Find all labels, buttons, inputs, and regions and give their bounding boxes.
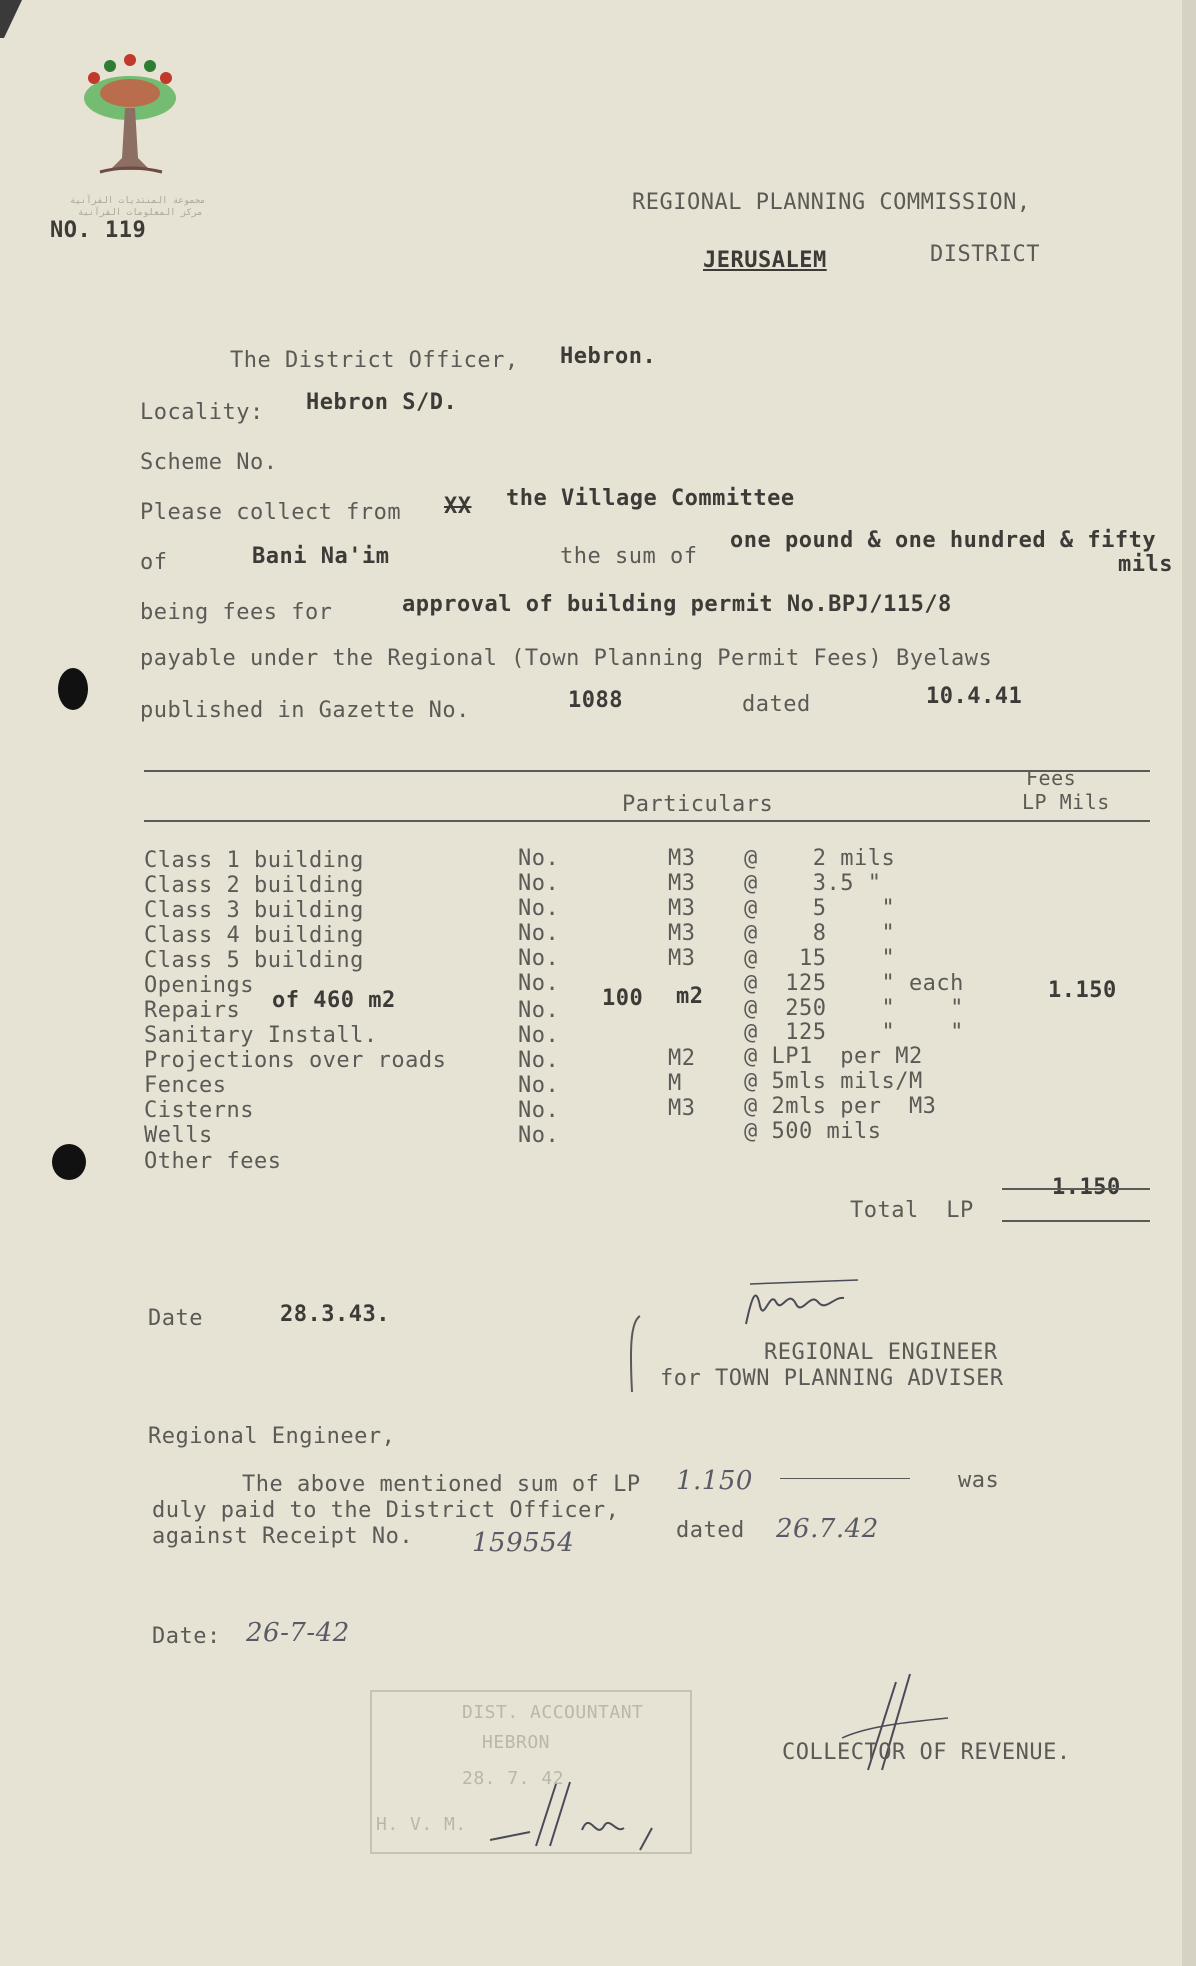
fees-label: being fees for bbox=[140, 600, 333, 625]
gazette-value: 1088 bbox=[568, 688, 623, 713]
row-no: No. bbox=[518, 846, 560, 871]
fees-header: Fees bbox=[1026, 766, 1077, 790]
dated-label: dated bbox=[742, 692, 811, 717]
payable-text: payable under the Regional (Town Planning Permit Fees) Byelaws bbox=[140, 646, 993, 671]
row-no: No. bbox=[518, 1073, 560, 1098]
row-rate: @ 500 mils bbox=[744, 1119, 882, 1144]
date2-label: Date: bbox=[152, 1624, 221, 1649]
date-value: 28.3.43. bbox=[280, 1302, 390, 1327]
row-no: No. bbox=[518, 1098, 560, 1123]
row-item: Class 1 building bbox=[144, 848, 364, 873]
stamp-line-2: HEBRON bbox=[482, 1732, 551, 1753]
paid-line-2: duly paid to the District Officer, bbox=[152, 1498, 620, 1523]
row-item: Wells bbox=[144, 1123, 213, 1148]
row-item: Cisterns bbox=[144, 1098, 254, 1123]
repairs-qty: 100 bbox=[602, 986, 644, 1011]
repairs-fee: 1.150 bbox=[1048, 978, 1117, 1003]
row-rate: @ 250 " " bbox=[744, 996, 964, 1021]
table-header-rule bbox=[144, 820, 1150, 822]
table-top-rule bbox=[144, 770, 1150, 772]
row-item: Other fees bbox=[144, 1149, 282, 1174]
paid-amount-rule bbox=[780, 1478, 910, 1479]
row-unit: M2 bbox=[668, 1046, 696, 1071]
to-label: The District Officer, bbox=[230, 348, 519, 373]
stamp-line-4: H. V. M. bbox=[376, 1814, 467, 1835]
document-number: NO. 119 bbox=[50, 218, 147, 243]
to-value: Hebron. bbox=[560, 344, 657, 369]
row-unit: M3 bbox=[668, 921, 696, 946]
row-item: Class 5 building bbox=[144, 948, 364, 973]
row-rate: @ 5 " bbox=[744, 896, 896, 921]
repairs-unit: m2 bbox=[676, 984, 704, 1009]
collector-of-revenue: COLLECTOR OF REVENUE. bbox=[782, 1740, 1071, 1765]
stamp-signature-icon bbox=[470, 1770, 700, 1860]
row-unit: M3 bbox=[668, 1096, 696, 1121]
repairs-typed: of 460 m2 bbox=[272, 988, 396, 1013]
row-unit: M3 bbox=[668, 846, 696, 871]
row-no: No. bbox=[518, 1023, 560, 1048]
engineer-signature-icon bbox=[740, 1276, 880, 1338]
row-no: No. bbox=[518, 896, 560, 921]
dated-value: 10.4.41 bbox=[926, 684, 1023, 709]
row-rate: @ 125 " " bbox=[744, 1020, 964, 1045]
sum-value-mils: mils bbox=[1118, 552, 1173, 577]
gazette-label: published in Gazette No. bbox=[140, 698, 470, 723]
row-unit: M3 bbox=[668, 871, 696, 896]
was-label: was bbox=[958, 1468, 1000, 1493]
row-rate: @ LP1 per M2 bbox=[744, 1044, 923, 1069]
regional-engineer: Regional Engineer, bbox=[148, 1424, 396, 1449]
row-rate: @ 15 " bbox=[744, 946, 896, 971]
bracket-mark-icon bbox=[622, 1312, 646, 1398]
paid-amount: 1.150 bbox=[676, 1466, 753, 1496]
row-no: No. bbox=[518, 921, 560, 946]
tree-logo-icon bbox=[70, 48, 190, 183]
row-item: Fences bbox=[144, 1073, 227, 1098]
receipt-value: 159554 bbox=[472, 1528, 575, 1558]
total-label: Total LP bbox=[850, 1198, 974, 1223]
row-rate: @ 125 " each bbox=[744, 971, 964, 996]
torn-corner-icon bbox=[0, 0, 24, 40]
receipt-dated-label: dated bbox=[676, 1518, 745, 1543]
row-item: Openings bbox=[144, 973, 254, 998]
row-no: No. bbox=[518, 1123, 560, 1148]
collect-value: the Village Committee bbox=[506, 486, 795, 511]
engineer-title: REGIONAL ENGINEER bbox=[764, 1340, 998, 1365]
row-unit: M3 bbox=[668, 946, 696, 971]
row-rate: @ 2mls per M3 bbox=[744, 1094, 937, 1119]
row-no: No. bbox=[518, 946, 560, 971]
row-item: Repairs bbox=[144, 998, 241, 1023]
row-item: Projections over roads bbox=[144, 1048, 447, 1073]
row-unit: M bbox=[668, 1071, 682, 1096]
punch-hole bbox=[58, 668, 88, 710]
logo-caption: مجموعة المنتديات القرآنية bbox=[70, 196, 206, 206]
punch-hole bbox=[52, 1144, 86, 1180]
lp-mils-header: LP Mils bbox=[1022, 790, 1110, 814]
paid-line-1: The above mentioned sum of LP bbox=[242, 1472, 641, 1497]
engineer-sub: for TOWN PLANNING ADVISER bbox=[660, 1366, 1004, 1391]
row-item: Class 2 building bbox=[144, 873, 364, 898]
scheme-label: Scheme No. bbox=[140, 450, 278, 475]
total-value: 1.150 bbox=[1052, 1175, 1121, 1200]
total-lower-rule bbox=[1002, 1220, 1150, 1222]
district-name: JERUSALEM bbox=[703, 248, 827, 273]
row-unit: M3 bbox=[668, 896, 696, 921]
locality-value: Hebron S/D. bbox=[306, 390, 458, 415]
logo-caption-sub: مركز المعلومات القرآنية bbox=[78, 208, 203, 218]
row-rate: @ 5mls mils/M bbox=[744, 1069, 923, 1094]
receipt-dated-value: 26.7.42 bbox=[776, 1514, 879, 1544]
sum-value: one pound & one hundred & fifty bbox=[730, 528, 1157, 553]
sum-label: the sum of bbox=[560, 544, 698, 569]
collect-strike: XX bbox=[444, 494, 472, 519]
fees-value: approval of building permit No.BPJ/115/8 bbox=[402, 592, 952, 617]
stamp-line-3: 28. 7. 42 bbox=[462, 1768, 565, 1789]
date2-value: 26-7-42 bbox=[246, 1618, 350, 1648]
particulars-header: Particulars bbox=[622, 792, 774, 817]
page-edge bbox=[1182, 0, 1196, 1966]
row-item: Class 3 building bbox=[144, 898, 364, 923]
row-no: No. bbox=[518, 871, 560, 896]
row-no: No. bbox=[518, 971, 560, 996]
collect-label: Please collect from bbox=[140, 500, 402, 525]
receipt-label: against Receipt No. bbox=[152, 1524, 414, 1549]
stamp-line-1: DIST. ACCOUNTANT bbox=[462, 1702, 644, 1723]
locality-label: Locality: bbox=[140, 400, 264, 425]
district-label: DISTRICT bbox=[930, 242, 1040, 267]
of-label: of bbox=[140, 550, 168, 575]
row-no: No. bbox=[518, 1048, 560, 1073]
row-item: Sanitary Install. bbox=[144, 1023, 378, 1048]
of-value: Bani Na'im bbox=[252, 544, 390, 569]
row-rate: @ 2 mils bbox=[744, 846, 896, 871]
date-label: Date bbox=[148, 1306, 203, 1331]
row-no: No. bbox=[518, 998, 560, 1023]
total-upper-rule bbox=[1002, 1188, 1150, 1190]
row-item: Class 4 building bbox=[144, 923, 364, 948]
commission-title: REGIONAL PLANNING COMMISSION, bbox=[632, 190, 1031, 215]
row-rate: @ 3.5 " bbox=[744, 871, 882, 896]
row-rate: @ 8 " bbox=[744, 921, 896, 946]
